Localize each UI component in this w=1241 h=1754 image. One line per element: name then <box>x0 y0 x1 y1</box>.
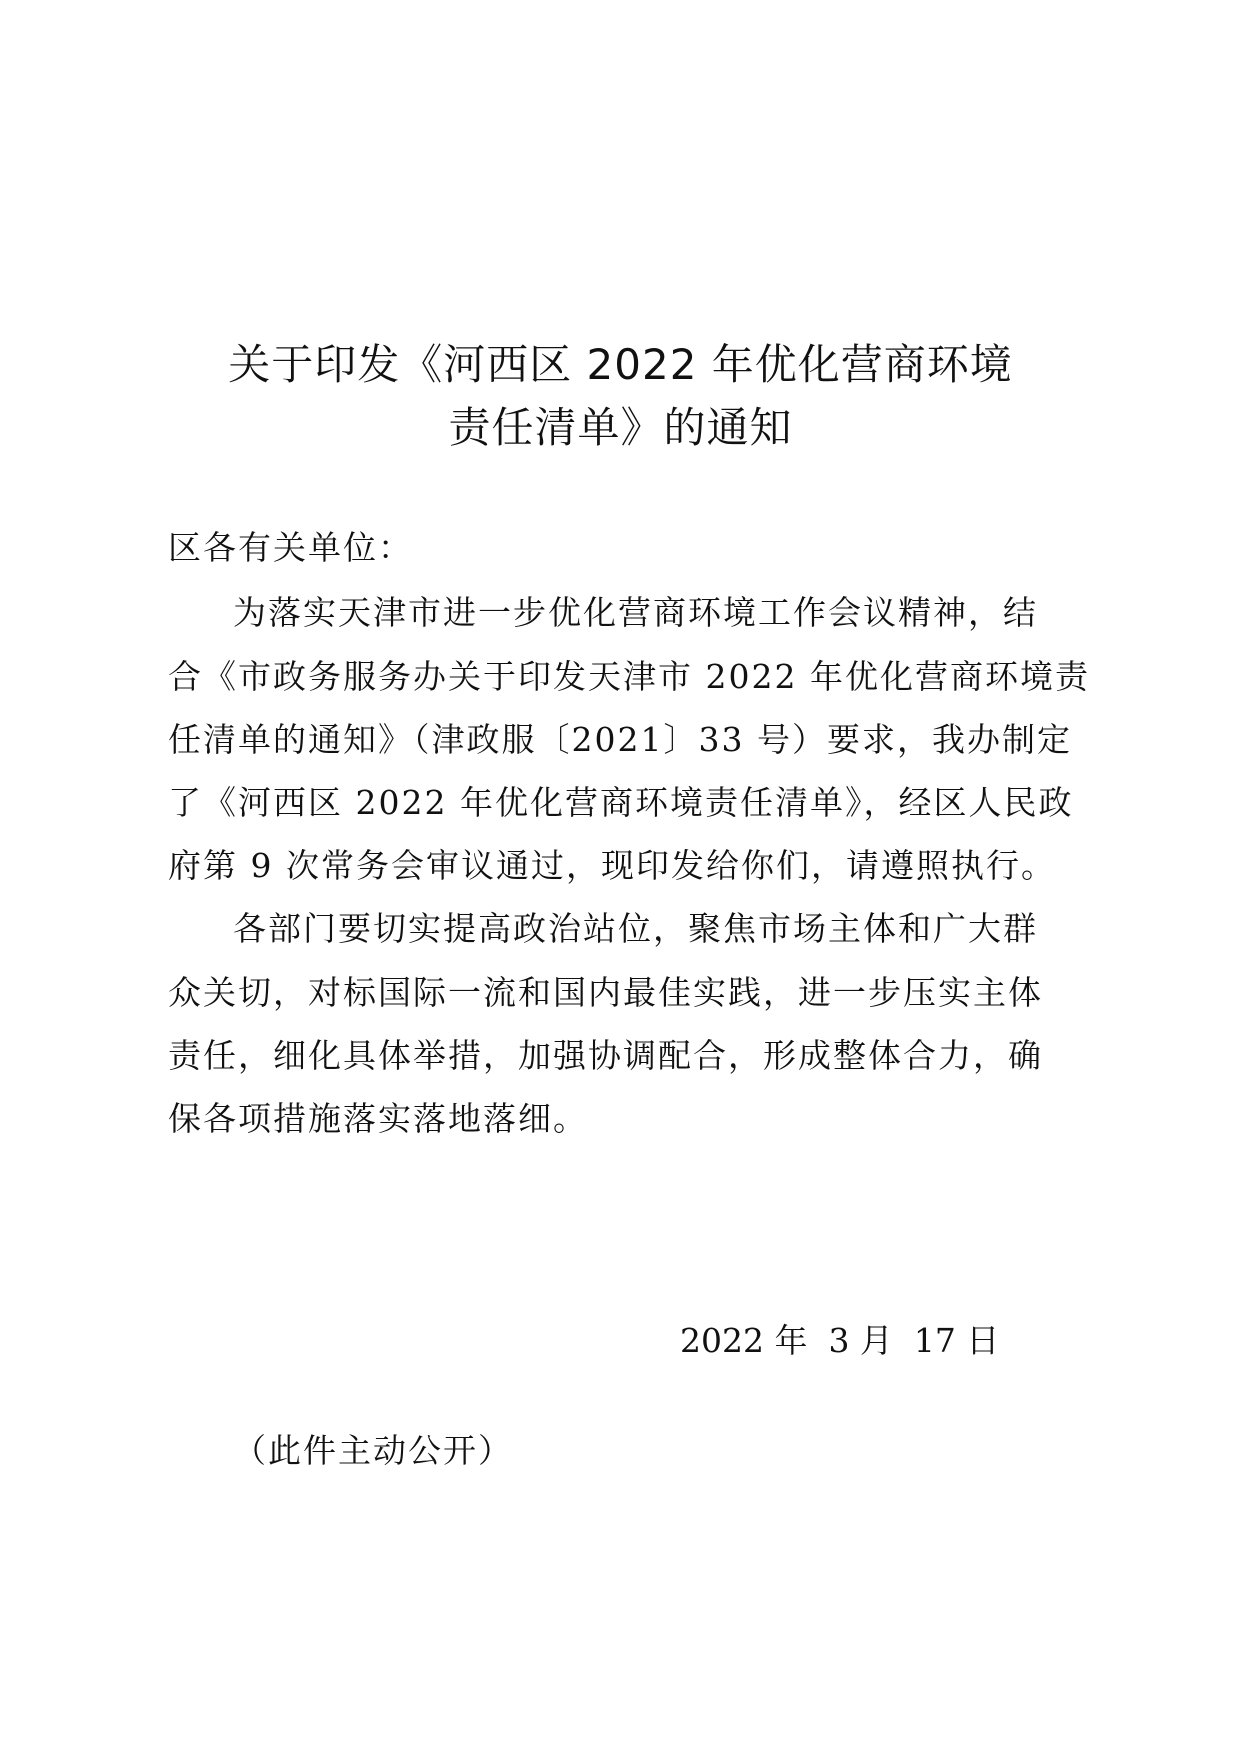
document-date: 2022 年 3 月 17 日 <box>680 1321 1000 1360</box>
paragraph-2-line-2: 众关切，对标国际一流和国内最佳实践，进一步压实主体 <box>168 973 1043 1012</box>
salutation: 区各有关单位： <box>168 528 413 567</box>
paragraph-1-line-2: 合《市政务服务办关于印发天津市 2022 年优化营商环境责 <box>168 657 1090 696</box>
paragraph-1-line-1: 为落实天津市进一步优化营商环境工作会议精神，结 <box>233 593 1038 632</box>
public-disclosure-note: （此件主动公开） <box>233 1431 513 1470</box>
document-title-line-1: 关于印发《河西区 2022 年优化营商环境 <box>228 340 1013 389</box>
paragraph-1-line-3: 任清单的通知》（津政服〔2021〕33 号）要求，我办制定 <box>168 720 1072 759</box>
paragraph-1-line-4: 了《河西区 2022 年优化营商环境责任清单》，经区人民政 <box>168 783 1074 822</box>
document-title-line-2: 责任清单》的通知 <box>448 403 793 452</box>
paragraph-2-line-1: 各部门要切实提高政治站位，聚焦市场主体和广大群 <box>233 909 1038 948</box>
paragraph-2-line-3: 责任，细化具体举措，加强协调配合，形成整体合力，确 <box>168 1036 1043 1075</box>
paragraph-2-line-4: 保各项措施落实落地落细。 <box>168 1099 588 1138</box>
paragraph-1-line-5: 府第 9 次常务会审议通过，现印发给你们，请遵照执行。 <box>168 846 1056 885</box>
